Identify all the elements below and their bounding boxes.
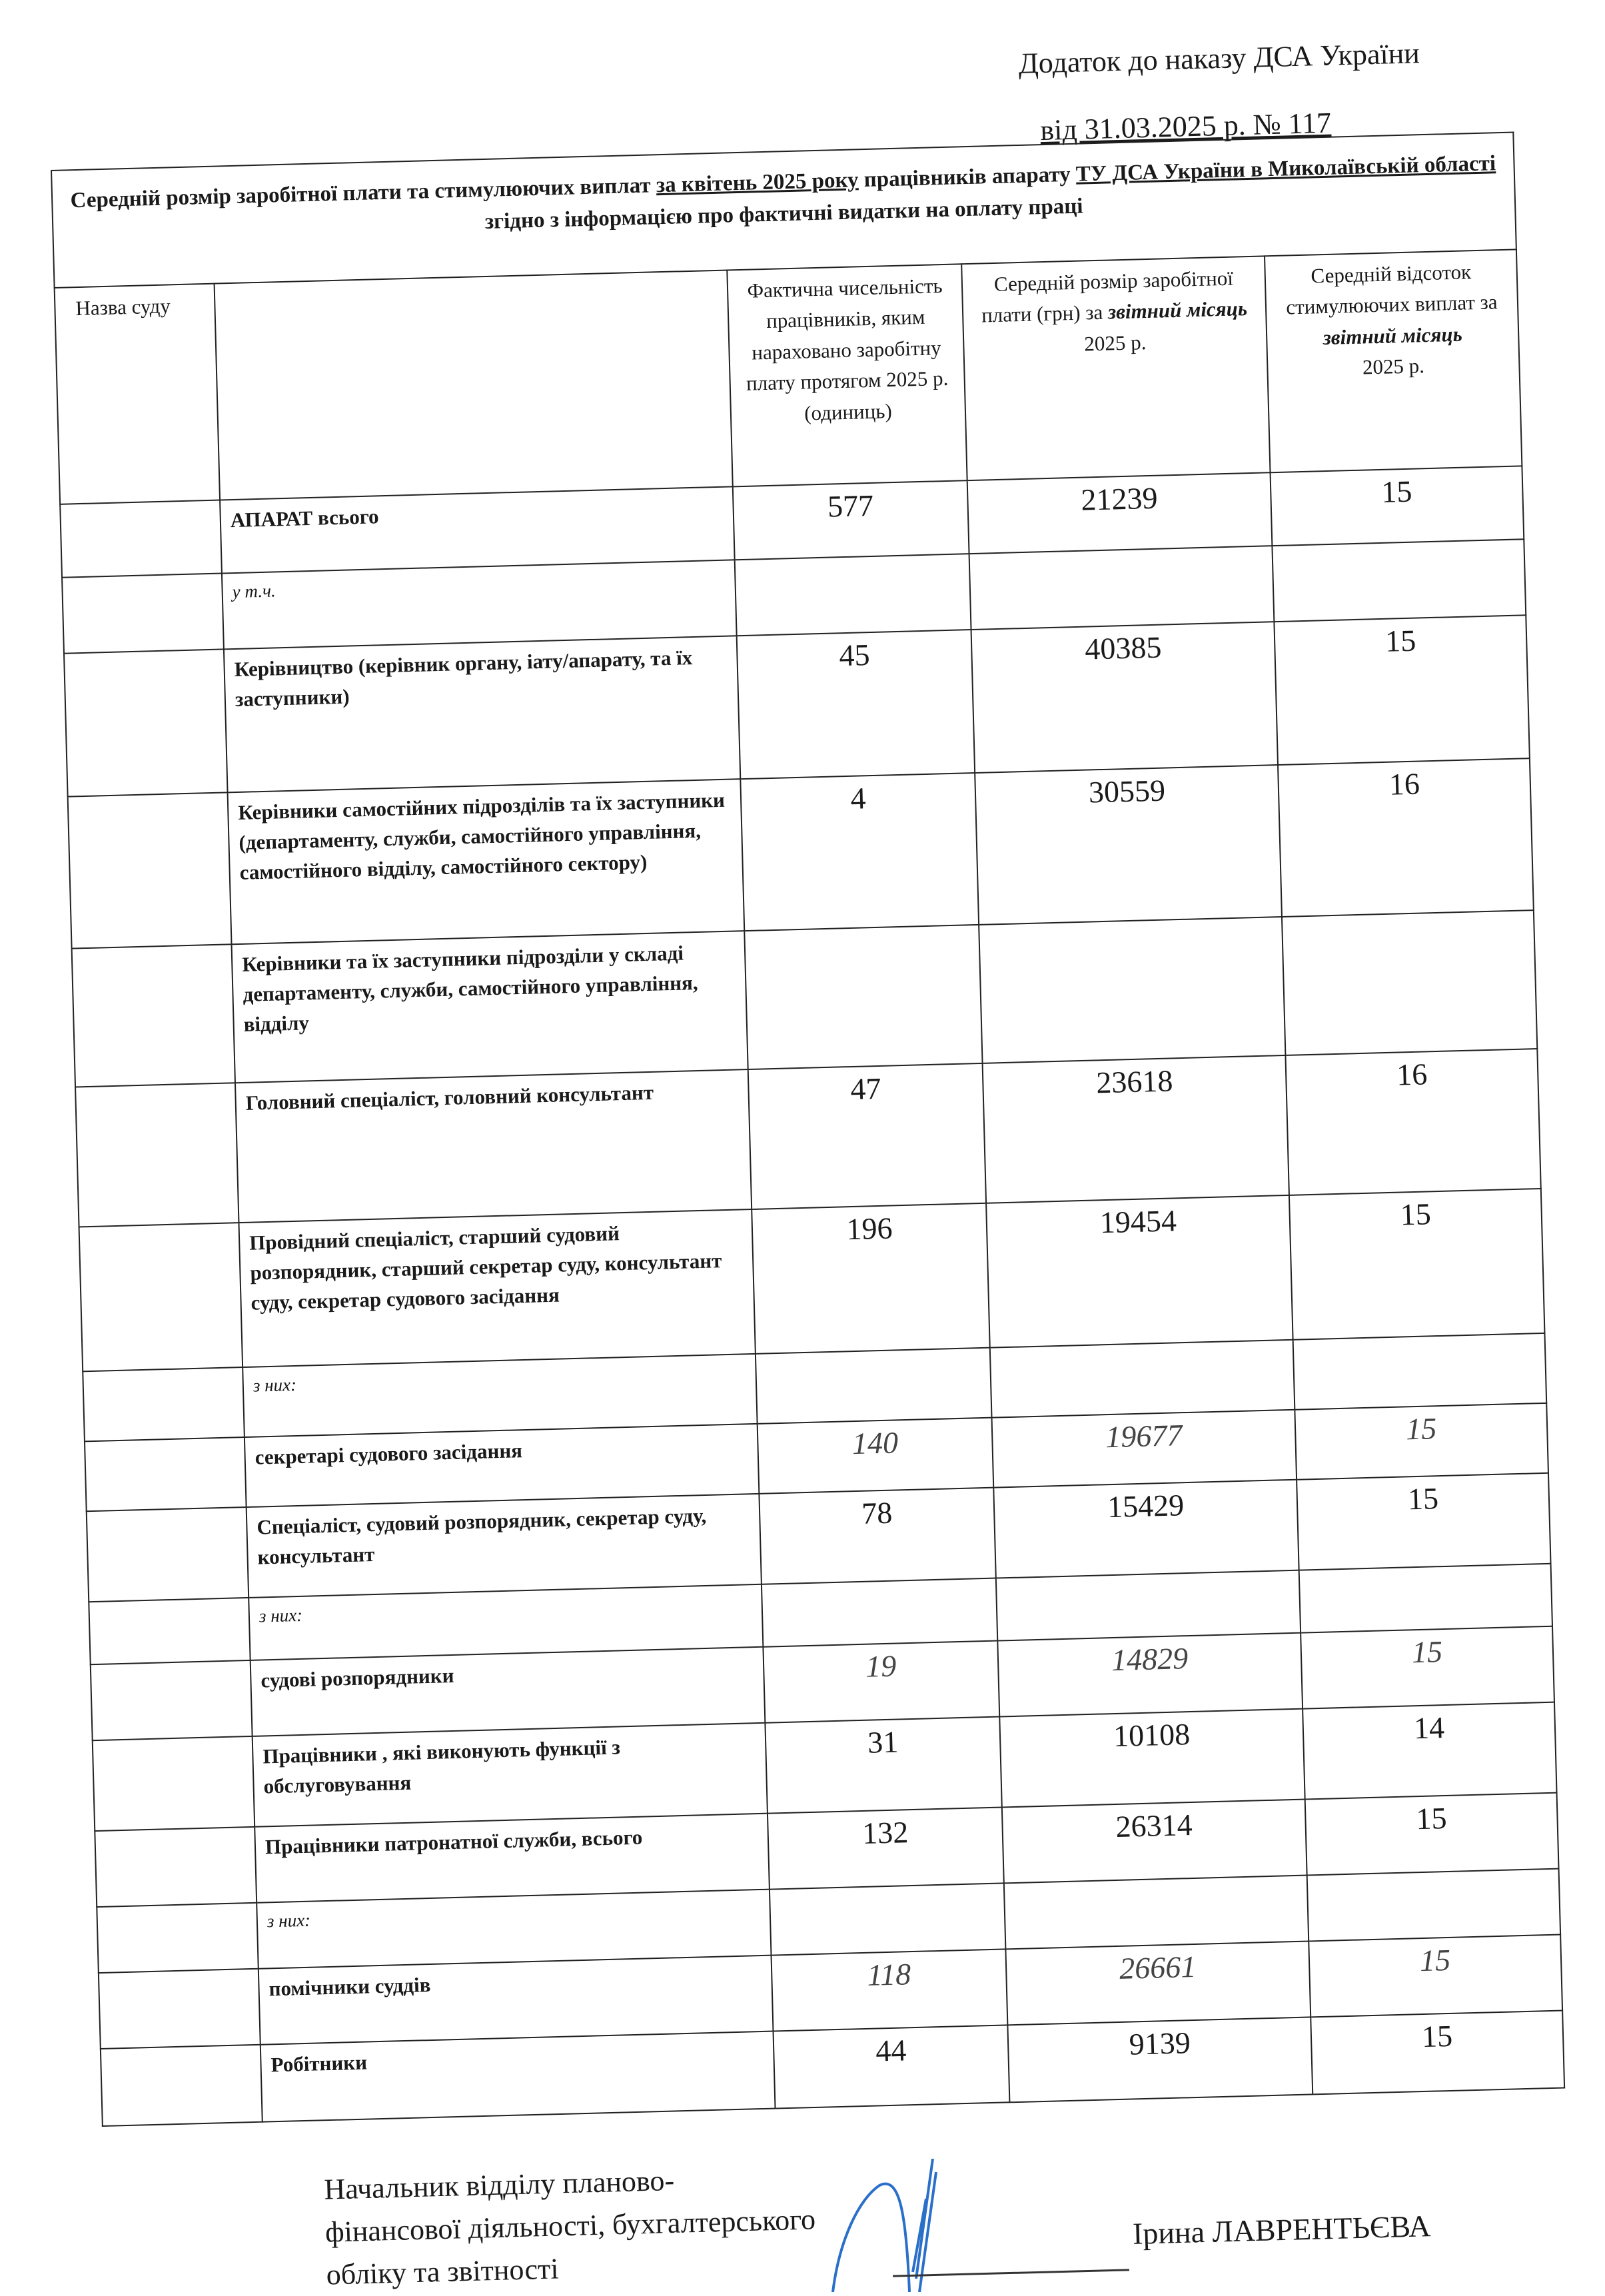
category-name: Провідний спеціаліст, старший судовий розпорядник, старший секретар суду, консультант суду, секретар судового засідання <box>239 1209 755 1367</box>
bonus-header-emph: звітний місяць <box>1323 322 1463 349</box>
bonus-percent <box>1272 539 1526 622</box>
employee-count: 78 <box>759 1487 995 1584</box>
bonus-percent <box>1307 1868 1560 1941</box>
average-salary: 19677 <box>991 1409 1297 1487</box>
col-header-count: Фактична чисельність працівників, яким нараховано заробітну плату протягом 2025 р.(одиниць) <box>727 264 967 486</box>
average-salary <box>1004 1875 1309 1949</box>
bonus-percent: 15 <box>1311 2010 1564 2094</box>
court-cell <box>95 1827 257 1907</box>
court-cell <box>72 944 235 1087</box>
salary-table-sheet <box>51 132 1564 2127</box>
signature <box>826 2159 999 2292</box>
column-header-row <box>55 249 1522 504</box>
average-salary <box>979 917 1285 1063</box>
employee-count <box>762 1578 997 1646</box>
court-cell <box>89 1598 250 1664</box>
title-text-2: працівників апарату <box>858 162 1077 193</box>
employee-count <box>744 925 982 1069</box>
bonus-percent: 15 <box>1305 1792 1559 1875</box>
court-cell <box>62 573 224 653</box>
average-salary <box>969 546 1275 630</box>
title-period: за квітень 2025 року <box>656 168 859 198</box>
court-cell <box>101 2044 263 2125</box>
category-name: Керівники та їх заступники підрозділи у складі департаменту, служби, самостійного управління, відділу <box>232 931 748 1083</box>
table-body <box>60 466 1564 2126</box>
court-cell <box>64 649 228 796</box>
bonus-percent: 16 <box>1278 758 1534 917</box>
salary-header-year: 2025 р. <box>1083 330 1147 356</box>
average-salary: 10108 <box>999 1708 1305 1807</box>
employee-count: 196 <box>752 1203 990 1353</box>
court-cell <box>91 1660 253 1740</box>
category-name: з них: <box>249 1584 763 1660</box>
signer-name: Ірина ЛАВРЕНТЬЄВА <box>1132 2209 1431 2251</box>
court-cell <box>68 792 232 948</box>
employee-count: 45 <box>737 630 975 779</box>
average-salary <box>990 1339 1295 1417</box>
bonus-percent: 15 <box>1295 1403 1548 1480</box>
category-name: Керівники самостійних підрозділів та їх заступники (департаменту, служби, самостійного управління, самостійного відділу, самостійного сектору) <box>228 779 745 944</box>
employee-count <box>770 1883 1005 1955</box>
average-salary: 21239 <box>967 472 1273 554</box>
bonus-percent: 16 <box>1285 1049 1540 1195</box>
category-name: Спеціаліст, судовий розпорядник, секретар суду, консультант <box>247 1494 762 1598</box>
category-name: секретарі судового засідання <box>245 1424 759 1507</box>
bonus-header-year: 2025 р. <box>1362 354 1425 379</box>
salary-header-emph: звітний місяць <box>1107 296 1248 324</box>
annex-note <box>1018 36 1422 149</box>
col-header-bonus <box>1265 249 1522 472</box>
average-salary: 26661 <box>1005 1941 1311 2025</box>
court-cell <box>99 1968 261 2048</box>
employee-count: 140 <box>758 1417 994 1493</box>
category-name: Працівники , які виконують функції з обслуговування <box>253 1722 768 1826</box>
category-name: з них: <box>243 1354 757 1437</box>
average-salary: 23618 <box>983 1055 1289 1203</box>
col-header-blank <box>215 270 733 500</box>
average-salary: 9139 <box>1007 2017 1313 2102</box>
title-text-3: згідно з інформацією про фактичні видатки на оплату праці <box>484 194 1083 234</box>
category-name: з них: <box>257 1889 771 1968</box>
average-salary: 26314 <box>1002 1799 1307 1883</box>
employee-count: 19 <box>763 1640 999 1722</box>
col-header-salary <box>961 256 1270 480</box>
employee-count: 47 <box>748 1063 986 1209</box>
employee-count <box>735 554 971 636</box>
court-cell <box>75 1083 239 1227</box>
bonus-percent: 15 <box>1274 615 1529 765</box>
category-name: помічники суддів <box>259 1955 774 2044</box>
category-name: Працівники патронатної служби, всього <box>255 1813 770 1902</box>
bonus-percent <box>1282 910 1537 1055</box>
bonus-percent <box>1293 1333 1547 1410</box>
average-salary <box>996 1570 1301 1640</box>
average-salary: 30559 <box>975 765 1282 925</box>
bonus-percent: 15 <box>1271 466 1524 546</box>
court-cell <box>87 1507 249 1602</box>
bonus-percent: 15 <box>1289 1189 1545 1340</box>
salary-header-text: Середній розмір заробітної плати (грн) за <box>981 266 1234 327</box>
employee-count <box>756 1347 992 1423</box>
employee-count: 132 <box>768 1807 1004 1889</box>
employee-count: 4 <box>740 773 979 931</box>
court-cell <box>85 1437 247 1511</box>
title-org: ТУ ДСА України в Миколаївській області <box>1075 151 1496 187</box>
annex-line-1: Додаток до наказу ДСА України <box>1018 37 1420 80</box>
category-name: Головний спеціаліст, головний консультант <box>235 1069 752 1223</box>
salary-table <box>51 131 1565 2126</box>
employee-count: 31 <box>765 1716 1001 1813</box>
bonus-percent <box>1299 1563 1552 1632</box>
bonus-percent: 15 <box>1309 1934 1562 2017</box>
court-cell <box>83 1367 245 1441</box>
average-salary: 40385 <box>971 622 1278 773</box>
category-name: судові розпорядники <box>251 1646 766 1736</box>
annex-line-2: від 31.03.2025 р. № 117 <box>1039 106 1332 147</box>
col-header-court: Назва суду <box>55 283 220 504</box>
average-salary: 15429 <box>993 1479 1299 1578</box>
signer-position-2: фінансової діяльності, бухгалтерського <box>324 2203 816 2249</box>
signer-position-3: обліку та звітності <box>326 2252 560 2291</box>
signature-block <box>324 2155 817 2296</box>
category-name: у т.ч. <box>222 560 737 649</box>
signer-position-1: Начальник відділу планово- <box>323 2163 675 2206</box>
category-name: АПАРАТ всього <box>220 486 735 573</box>
bonus-percent: 14 <box>1303 1702 1556 1799</box>
bonus-percent: 15 <box>1297 1473 1550 1570</box>
court-cell <box>60 500 222 577</box>
court-cell <box>97 1902 259 1972</box>
bonus-header-text: Середній відсоток стимулюючих виплат за <box>1285 259 1498 319</box>
employee-count: 44 <box>773 2025 1009 2108</box>
employee-count: 577 <box>733 480 969 560</box>
title-text: Середній розмір заробітної плати та стимулюючих виплат <box>70 173 657 213</box>
average-salary: 14829 <box>997 1632 1303 1716</box>
court-cell <box>79 1223 243 1371</box>
court-cell <box>93 1736 255 1831</box>
category-name: Керівництво (керівник органу, іату/апарату, та їх заступники) <box>224 636 740 792</box>
category-name: Робітники <box>261 2031 776 2121</box>
bonus-percent: 15 <box>1301 1626 1554 1708</box>
average-salary: 19454 <box>986 1195 1293 1348</box>
employee-count: 118 <box>772 1949 1008 2031</box>
